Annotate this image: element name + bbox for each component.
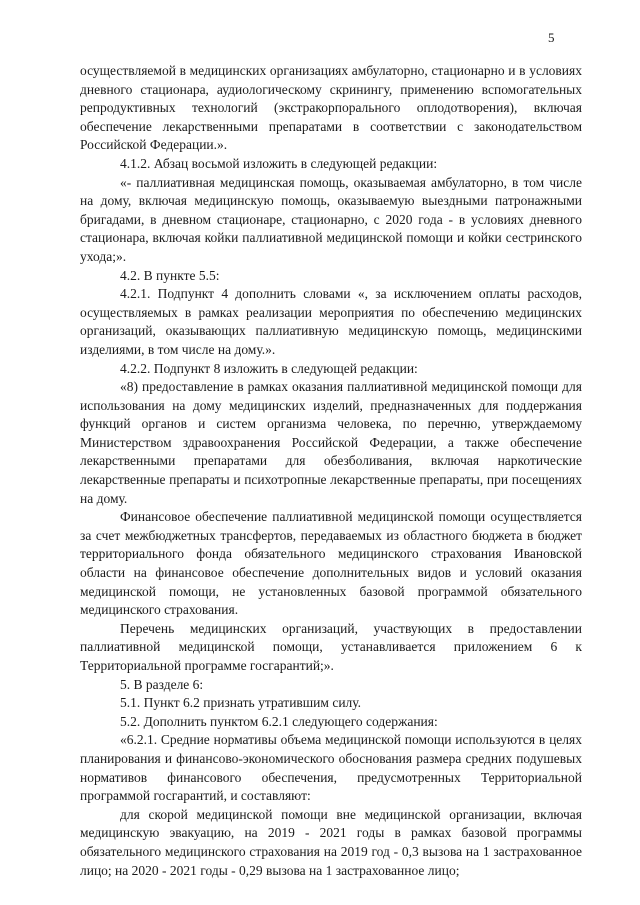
document-body xyxy=(80,62,582,880)
paragraph-4-2: 4.2. В пункте 5.5: xyxy=(120,267,220,283)
paragraph-continuation: осуществляемой в медицинских организациях амбулаторно, стационарно и в условиях дневного стационара, аудиологическому скринингу, применению вспомогательных репродуктивных технологий (экстракорпорального оплодотворения), включая обеспечение лекарственными препаратами в соответствии с законодательством Российской Федерации.». xyxy=(80,63,582,153)
paragraph-5-2: 5.2. Дополнить пунктом 6.2.1 следующего содержания: xyxy=(120,713,438,729)
paragraph-emergency-care: для скорой медицинской помощи вне медицинской организации, включая медицинскую эвакуацию, на 2019 - 2021 годы в рамках базовой программы обязательного медицинского страхования на 2019 год - 0,3 вызова на 1 застрахованное лицо; на 2020 - 2021 годы - 0,29 вызова на 1 застрахованное лицо; xyxy=(80,806,582,878)
paragraph-financing: Финансовое обеспечение паллиативной медицинской помощи осуществляется за счет межбюджетных трансфертов, передаваемых из областного бюджета в бюджет территориального фонда обязательного медицинского страхования Ивановской области на финансовое обеспечение дополнительных видов и условий оказания медицинской помощи, не установленных базовой программой обязательного медицинского страхования. xyxy=(80,509,582,618)
paragraph-subitem-8: «8) предоставление в рамках оказания паллиативной медицинской помощи для использования на дому медицинских изделий, предназначенных для поддержания функций органов и систем организма человека, по перечню, утверждаемому Министерством здравоохранения Российской Федерации, а также обеспечение лекарственными препаратами для обезболивания, включая наркотические лекарственные препараты и психотропные лекарственные препараты, при посещениях на дому. xyxy=(80,379,582,506)
paragraph-6-2-1: «6.2.1. Средние нормативы объема медицинской помощи используются в целях планирования и финансово-экономического обоснования размера средних подушевых нормативов финансового обеспечения, предусмотренных Территориальной программой госгарантий, и составляют: xyxy=(80,732,582,804)
paragraph-4-1-2: 4.1.2. Абзац восьмой изложить в следующей редакции: xyxy=(120,155,438,171)
paragraph-section-6: 5. В разделе 6: xyxy=(120,676,204,692)
paragraph-4-2-1: 4.2.1. Подпункт 4 дополнить словами «, за исключением оплаты расходов, осуществляемых в рамках реализации мероприятия по обеспечению медицинских организаций, оказывающих паллиативную медицинскую помощь, медицинскими изделиями, в том числе на дому.». xyxy=(80,286,582,357)
paragraph-palliative-care: «- паллиативная медицинская помощь, оказываемая амбулаторно, в том числе на дому, включая медицинскую помощь, оказываемую выездными патронажными бригадами, в дневном стационаре, стационарно, с 2020 года - в условиях дневного стационара, включая койки паллиативной медицинской помощи и койки сестринского ухода;». xyxy=(80,174,582,264)
page-number: 5 xyxy=(548,30,555,45)
paragraph-5-1: 5.1. Пункт 6.2 признать утратившим силу. xyxy=(120,695,362,711)
paragraph-organizations-list: Перечень медицинских организаций, участвующих в предоставлении паллиативной медицинской помощи, устанавливается приложением 6 к Территориальной программе госгарантий;». xyxy=(80,620,582,673)
paragraph-4-2-2: 4.2.2. Подпункт 8 изложить в следующей редакции: xyxy=(120,360,418,376)
